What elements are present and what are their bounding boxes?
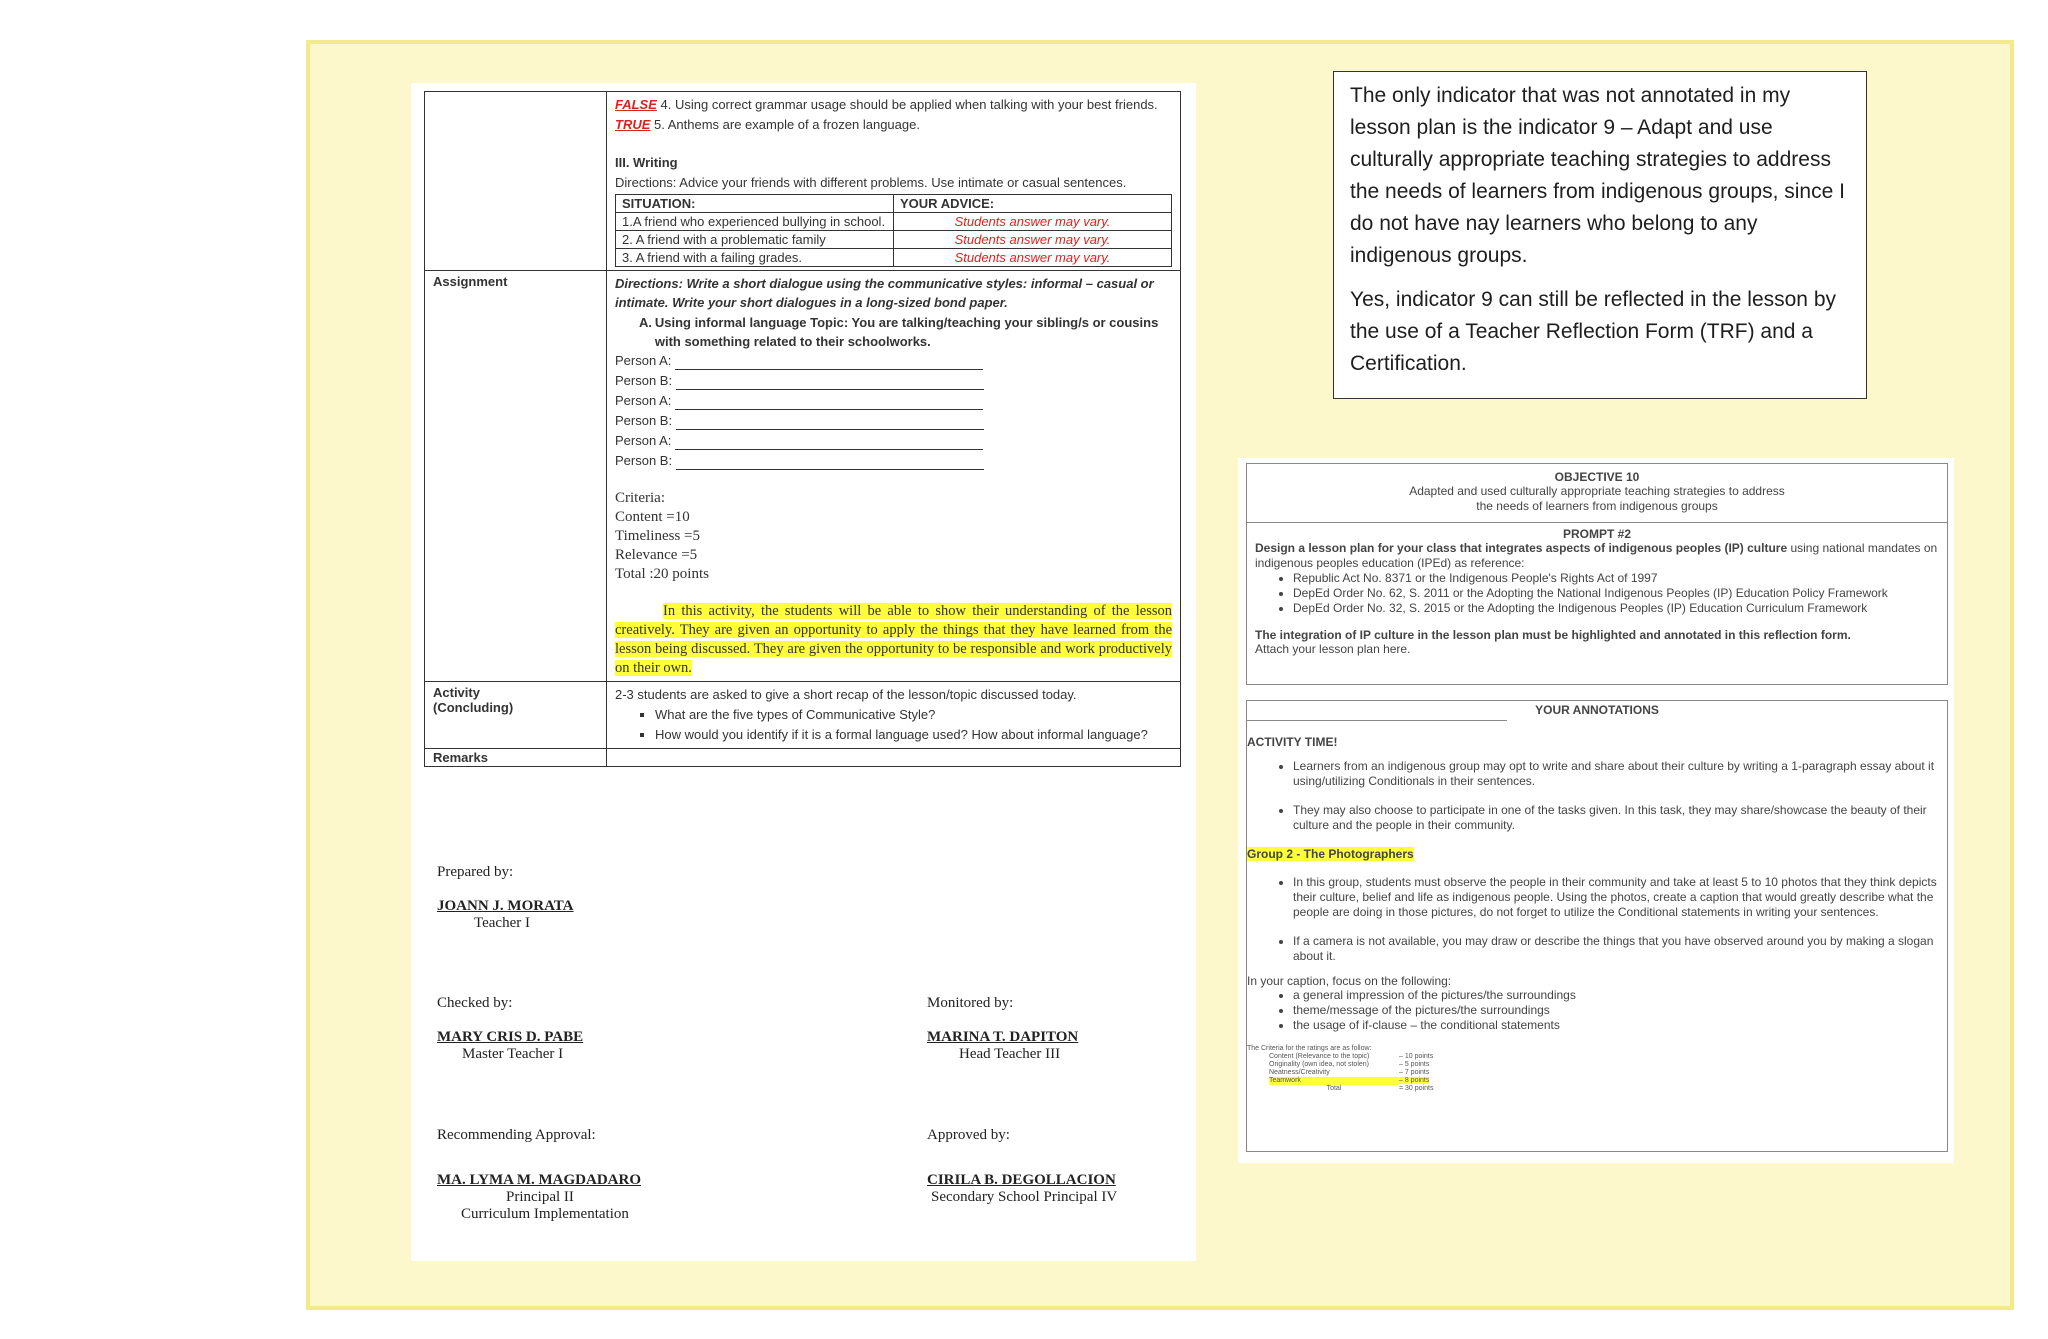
blank-line <box>676 416 984 430</box>
reflection-note-box <box>1333 71 1867 399</box>
situation-header: SITUATION: <box>616 195 894 213</box>
assignment-item-text: Using informal language Topic: You are talking/teaching your sibling/s or cousins with something related to their schoolworks. <box>654 315 1159 349</box>
activity-question-list <box>615 705 1172 745</box>
criteria-title: Criteria: <box>615 490 665 506</box>
test-item-4-text: 4. Using correct grammar usage should be applied when talking with your best friends. <box>656 97 1158 112</box>
writing-directions: Directions: Advice your friends with different problems. Use intimate or casual sentences. <box>615 175 1127 190</box>
person-line <box>615 371 1172 390</box>
annotations-box <box>1246 700 1948 1152</box>
advice-header: YOUR ADVICE: <box>894 195 1172 213</box>
lesson-plan-table <box>424 91 1181 767</box>
rubric-label: Teamwork <box>1269 1077 1399 1085</box>
dialogue-lines <box>615 351 1172 470</box>
advice-cell: Students answer may vary. <box>894 249 1172 267</box>
objective-prompt-box <box>1246 463 1948 685</box>
person-label: Person A: <box>615 353 672 368</box>
rubric-label: Originality (own idea, not stolen) <box>1269 1061 1369 1068</box>
caption-point: • a general impression of the pictures/the surroundings <box>1293 988 1947 1003</box>
evaluation-content-cell <box>607 92 1181 271</box>
criteria-item: Timeliness =5 <box>615 528 701 544</box>
objective-subtitle: Adapted and used culturally appropriate teaching strategies to address the needs of learners from indigenous groups <box>1409 484 1785 513</box>
recommending-title2: Curriculum Implementation <box>461 1206 629 1222</box>
monitored-label: Monitored by: <box>927 995 1014 1011</box>
checked-title: Master Teacher I <box>462 1046 564 1062</box>
approved-block <box>927 1127 1117 1206</box>
person-label: Person B: <box>615 413 673 428</box>
reference-item: • Republic Act No. 8371 or the Indigenous People's Rights Act of 1997 <box>1293 571 1947 586</box>
lesson-plan-page <box>411 83 1196 1261</box>
writing-heading: III. Writing <box>615 155 678 170</box>
recommending-title: Principal II <box>506 1189 574 1205</box>
activity-sublabel: (Concluding) <box>433 700 514 715</box>
assignment-item <box>615 313 1172 351</box>
person-label: Person B: <box>615 453 673 468</box>
rubric-label: Content (Relevance to the topic) <box>1269 1053 1370 1060</box>
note-paragraph-1: The only indicator that was not annotated in my lesson plan is the indicator 9 – Adapt and use culturally appropriate teaching strategies to address the needs of learners from indigenous groups, since I do not have nay learners who belong to any indigenous groups. <box>1350 84 1845 267</box>
remarks-cell <box>607 749 1181 767</box>
activity-text: 2-3 students are asked to give a short recap of the lesson/topic discussed today. <box>615 687 1077 702</box>
prepared-label: Prepared by: <box>437 864 514 880</box>
prompt-bold: Design a lesson plan for your class that integrates aspects of indigenous peoples (IP) culture <box>1255 541 1788 555</box>
situation-cell: 3. A friend with a failing grades. <box>616 249 894 267</box>
prepared-block <box>437 864 574 932</box>
approved-title: Secondary School Principal IV <box>931 1189 1118 1205</box>
situation-cell: 1.A friend who experienced bullying in school. <box>616 213 894 231</box>
activity-question: ▪ What are the five types of Communicative Style? <box>655 705 1172 725</box>
situation-table <box>615 194 1172 267</box>
situation-row <box>616 231 1172 249</box>
activity-label-cell <box>425 682 607 749</box>
person-line <box>615 451 1172 470</box>
test-item-4 <box>615 95 1172 114</box>
prepared-name: JOANN J. MORATA <box>437 898 574 914</box>
group-bullets <box>1247 875 1947 964</box>
group-title: Group 2 - The Photographers <box>1247 847 1414 861</box>
activity-bullet: • They may also choose to participate in one of the tasks given. In this task, they may share/showcase the beauty of their culture and the people in their community. <box>1293 803 1947 833</box>
blank-line <box>676 456 984 470</box>
blank-line <box>675 356 983 370</box>
assignment-item-letter: A. <box>639 315 652 330</box>
answer-false: FALSE <box>615 97 657 112</box>
evaluation-label-cell <box>425 92 607 271</box>
monitored-title: Head Teacher III <box>959 1046 1061 1062</box>
person-label: Person B: <box>615 373 673 388</box>
assignment-label: Assignment <box>425 271 607 682</box>
remarks-row <box>425 749 1181 767</box>
group-bullet: • If a camera is not available, you may draw or describe the things that you have observed around you by making a slogan about it. <box>1293 934 1947 964</box>
group-bullet: • In this group, students must observe the people in their community and take at least 5 to 10 photos that they think depicts their culture, belief and life as indigenous people. Using the photos, create a caption that would greatly describe what the people are doing in those pictures, do not forget to utilize the Conditional statements in writing your sentences. <box>1293 875 1947 920</box>
activity-row <box>425 682 1181 749</box>
person-line <box>615 351 1172 370</box>
prompt-text <box>1247 541 1947 571</box>
rubric-value: – 8 points <box>1399 1077 1430 1084</box>
situation-row <box>616 249 1172 267</box>
criteria-item: Content =10 <box>615 509 690 525</box>
test-item-5-text: 5. Anthems are example of a frozen language. <box>650 117 920 132</box>
situation-row <box>616 213 1172 231</box>
criteria-block <box>615 489 1172 584</box>
rubric <box>1247 1045 1947 1093</box>
activity-content-cell <box>607 682 1181 749</box>
person-line <box>615 431 1172 450</box>
activity-question: ▪ How would you identify if it is a formal language used? How about informal language? <box>655 725 1172 745</box>
activity-label: Activity <box>433 685 480 700</box>
blank-line <box>676 376 984 390</box>
rubric-row <box>1247 1085 1947 1093</box>
rubric-intro: The Criteria for the ratings are as follow: <box>1247 1045 1372 1052</box>
caption-point: • the usage of if-clause – the conditional statements <box>1293 1018 1947 1033</box>
prompt-title: PROMPT #2 <box>1562 527 1631 541</box>
person-label: Person A: <box>615 393 672 408</box>
approved-name: CIRILA B. DEGOLLACION <box>927 1172 1116 1188</box>
reference-list <box>1247 571 1947 616</box>
assignment-directions: Directions: Write a short dialogue using the communicative styles: informal – casual or intimate. Write your short dialogues in a long-sized bond paper. <box>615 276 1154 310</box>
prepared-title: Teacher I <box>474 915 530 931</box>
reference-item: • DepEd Order No. 62, S. 2011 or the Adopting the National Indigenous Peoples (IP) Education Policy Framework <box>1293 586 1947 601</box>
rubric-row <box>1247 1061 1947 1069</box>
evaluation-row <box>425 92 1181 271</box>
objective-title: OBJECTIVE 10 <box>1554 470 1640 484</box>
answer-true: TRUE <box>615 117 651 132</box>
rubric-label: Total <box>1326 1085 1342 1092</box>
remarks-label: Remarks <box>425 749 607 767</box>
criteria-item: Total :20 points <box>615 566 709 582</box>
reference-item: • DepEd Order No. 32, S. 2015 or the Adopting the Indigenous Peoples (IP) Education Curriculum Framework <box>1293 601 1947 616</box>
highlighted-text: In this activity, the students will be able to show their understanding of the lesson creatively. They are given an opportunity to apply the things that they have learned from the lesson being discussed. They are given the opportunity to be responsible and work productively on their own. <box>615 603 1172 676</box>
caption-points <box>1247 988 1947 1033</box>
monitored-name: MARINA T. DAPITON <box>927 1029 1079 1045</box>
note-paragraph-2: Yes, indicator 9 can still be reflected in the lesson by the use of a Teacher Reflection Form (TRF) and a Certification. <box>1350 288 1837 375</box>
rubric-value: – 5 points <box>1399 1061 1430 1068</box>
person-line <box>615 411 1172 430</box>
test-item-5 <box>615 115 1172 134</box>
activity-bullets <box>1247 759 1947 833</box>
caption-point: • theme/message of the pictures/the surroundings <box>1293 1003 1947 1018</box>
rubric-row <box>1247 1053 1947 1061</box>
blank-line <box>675 396 983 410</box>
highlighted-paragraph <box>615 602 1172 678</box>
blank-line <box>675 436 983 450</box>
activity-bullet: • Learners from an indigenous group may opt to write and share about their culture by writing a 1-paragraph essay about it using/utilizing Conditionals in their sentences. <box>1293 759 1947 789</box>
integration-note: The integration of IP culture in the lesson plan must be highlighted and annotated in this reflection form. <box>1255 628 1851 642</box>
advice-cell: Students answer may vary. <box>894 213 1172 231</box>
criteria-item: Relevance =5 <box>615 547 698 563</box>
monitored-block <box>927 995 1078 1063</box>
recommending-name: MA. LYMA M. MAGDADARO <box>437 1172 642 1188</box>
activity-time-heading: ACTIVITY TIME! <box>1247 735 1338 749</box>
rubric-value: – 10 points <box>1399 1053 1434 1060</box>
annotations-title: YOUR ANNOTATIONS <box>1535 703 1659 717</box>
objective-panel <box>1238 458 1954 1163</box>
person-line <box>615 391 1172 410</box>
recommending-block <box>437 1127 641 1223</box>
rubric-row <box>1247 1077 1947 1085</box>
prompt-rest: using national mandates on indigenous peoples education (IPEd) as reference: <box>1255 541 1938 570</box>
assignment-row <box>425 271 1181 682</box>
rubric-value: = 30 points <box>1399 1085 1434 1092</box>
rubric-value: – 7 points <box>1399 1069 1430 1076</box>
rubric-row <box>1247 1069 1947 1077</box>
attach-note: Attach your lesson plan here. <box>1255 642 1411 656</box>
checked-name: MARY CRIS D. PABE <box>437 1029 584 1045</box>
caption-intro: In your caption, focus on the following: <box>1247 974 1452 988</box>
recommending-label: Recommending Approval: <box>437 1127 596 1143</box>
situation-cell: 2. A friend with a problematic family <box>616 231 894 249</box>
checked-block <box>437 995 583 1063</box>
assignment-content-cell <box>607 271 1181 682</box>
advice-cell: Students answer may vary. <box>894 231 1172 249</box>
rubric-label: Neatness/Creativity <box>1269 1069 1330 1076</box>
approved-label: Approved by: <box>927 1127 1010 1143</box>
checked-label: Checked by: <box>437 995 513 1011</box>
person-label: Person A: <box>615 433 672 448</box>
